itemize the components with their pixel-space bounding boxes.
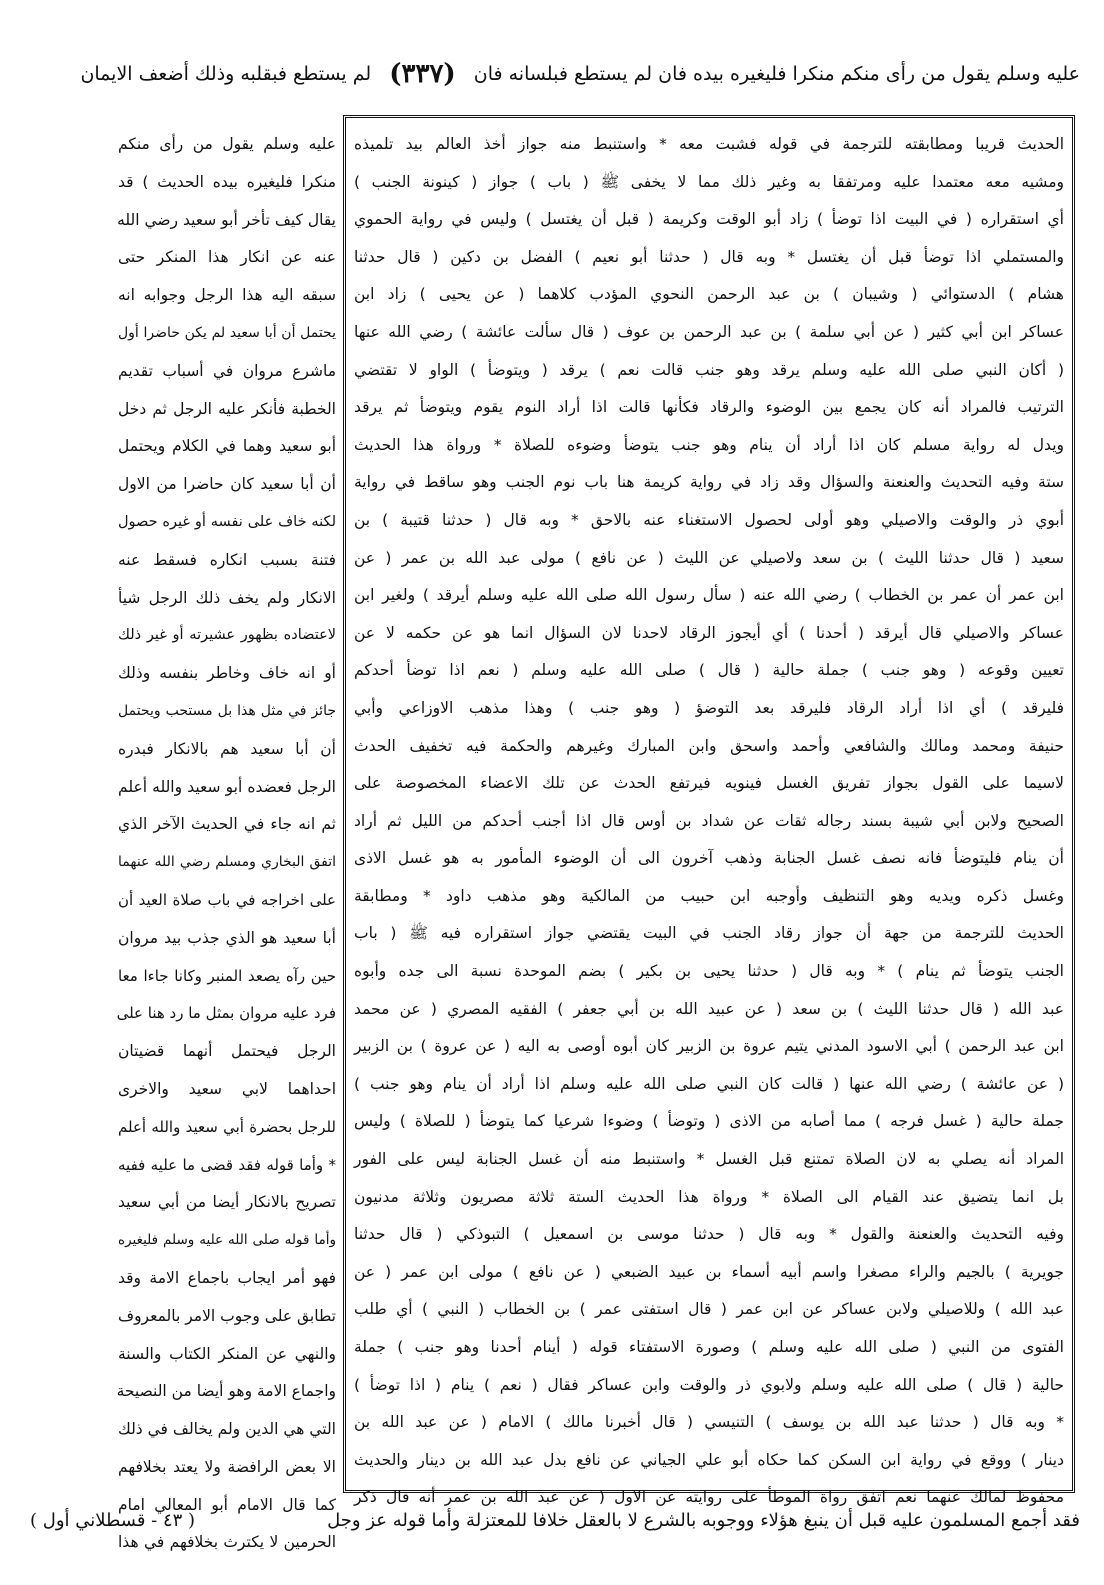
main-text-line: سعيد ( قال حدثنا الليث ) بن سعد ولاصيلي عن الليث ( عن نافع ) مولى عبد الله بن عمر ( عن xyxy=(354,548,1064,567)
main-text-line: عساكر ابن أبي كثير ( عن أبي سلمة ) بن عبد الرحمن بن عوف ( قال سألت عائشة ) رضي الله عنها xyxy=(354,322,1064,341)
commentary-line: الرجل فيحتمل أنهما قضيتان xyxy=(118,1042,336,1061)
commentary-line: للرجل بحضرة أبي سعيد والله أعلم xyxy=(118,1117,336,1136)
main-text-line: تعيين وقوعه ( وهو جنب ) جملة حالية ( قال ) صلى الله عليه وسلم ( نعم اذا توضأ أحدكم xyxy=(354,661,1064,680)
commentary-line: عليه وسلم يقول من رأى منكم xyxy=(118,135,336,153)
main-text-column xyxy=(354,126,1064,1507)
commentary-line: لكنه خاف على نفسه أو غيره حصول xyxy=(118,513,336,530)
main-text-line: الحديث للترجمة من جهة أن جواز رقاد الجنب في البيت يقتضي جواز استقراره فيه ﷺ ( باب xyxy=(354,924,1064,943)
main-text-line: بل انما يتضيق عند القيام الى الصلاة * ورواة هذا الحديث الستة ثلاثة مصريون وثلاثة مدنيون xyxy=(354,1187,1064,1206)
commentary-line: الانكار ولم يخف ذلك الرجل شيأ xyxy=(118,588,336,607)
main-text-line: حنيفة ومحمد ومالك والشافعي وأحمد واسحق وابن المبارك وغيرهم والحكمة فيه تخفيف الحدث xyxy=(354,736,1064,755)
commentary-line: منكرا فليغيره بيده الحديث ) قد xyxy=(118,172,336,191)
commentary-line: وأما قوله صلى الله عليه وسلم فليغيره xyxy=(118,1232,336,1249)
main-text-line: وفيه التحديث والعنعنة والقول * وبه قال ( حدثنا موسى بن اسمعيل ) التبوذكي ( قال حدثنا xyxy=(354,1225,1064,1244)
commentary-line: عنه عن انكار هذا المنكر حتى xyxy=(118,248,336,267)
main-text-line: الجنب يتوضأ ثم ينام ) * وبه قال ( حدثنا يحيى بن بكير ) بضم الموحدة نسبة الى جده وأبوه xyxy=(354,962,1064,981)
commentary-line: لاعتضاده بظهور عشيرته أو غير ذلك xyxy=(118,627,336,644)
main-text-line: حالية ( قال ) صلى الله عليه وسلم ولابوي ذر والوقت وابن عساكر فقال ( نعم ) ينام ( اذا توضأ ) xyxy=(354,1375,1064,1394)
commentary-line: كما قال الامام أبو المعالي امام xyxy=(118,1495,336,1514)
main-text-line: هشام ) الدستوائي ( وشيبان ) بن عبد الرحمن النحوي المؤدب كلاهما ( عن يحيى ) زاد ابن xyxy=(354,285,1064,304)
main-text-line: دينار ) ووقع في رواية ابن السكن كما حكاه أبو علي الجياني عن نافع بدل عبد الله بن دينار والحديث xyxy=(354,1450,1064,1469)
main-text-line: ابن عبد الرحمن ) أبي الاسود المدني يتيم عروة بن الزبير كان أبوه أوصى به اليه ( عن عروة ) بن الزبير xyxy=(354,1037,1064,1056)
main-text-line: ومشيه معه معتمدا عليه ومرتفقا به وغير ذلك مما لا يخفى ﷺ ( باب ) جواز ( كينونة الجنب ) xyxy=(354,172,1064,191)
main-text-line: المراد أنه يصلي به لان الصلاة تمتنع قبل الغسل * واستنبط منه أن غسل الجنابة ليس على الفور xyxy=(354,1150,1064,1169)
main-text-line: عبد الله ( قال حدثنا الليث ) بن سعد ( عن عبيد الله بن أبي جعفر ) الفقيه المصري ( عن محمد xyxy=(354,999,1064,1018)
commentary-line: جائز في مثل هذا بل مستحب ويحتمل xyxy=(118,702,336,719)
margin-commentary-column xyxy=(116,126,336,1552)
main-text-line: أي استقراره ( في البيت اذا توضأ ) زاد أبو الوقت وكريمة ( قبل أن يغتسل ) وليس في رواية الحموي xyxy=(354,210,1064,229)
commentary-line: اتفق البخاري ومسلم رضي الله عنهما xyxy=(118,854,336,871)
commentary-line: الا بعض الرافضة ولا يعتد بخلافهم xyxy=(118,1457,336,1476)
main-text-line: جملة حالية ( غسل فرجه ) مما أصابه من الاذى ( وتوضأ ) وضوءا شرعيا كما يتوضأ ( للصلاة ) وليس xyxy=(354,1112,1064,1131)
page-footer xyxy=(30,1500,1080,1540)
commentary-line: احداهما لابي سعيد والاخرى xyxy=(118,1079,336,1098)
commentary-line: واجماع الامة وهو أيضا من النصيحة xyxy=(116,1382,336,1401)
commentary-line: حين رآه يصعد المنبر وكانا جاءا معا xyxy=(118,966,336,985)
commentary-line: الرجل فعضده أبو سعيد والله أعلم xyxy=(118,777,336,796)
main-text-line: جويرية ) بالجيم والراء مصغرا واسم أبيه أسماء بن عبيد الضبعي ( عن نافع ) مولى ابن عمر ( عن xyxy=(354,1262,1064,1281)
commentary-line: الخطبة فأنكر عليه الرجل ثم دخل xyxy=(118,399,336,418)
main-text-line: الترتيب فالمراد أنه كان يجمع بين الوضوء والرقاد فكأنها قالت اذا أراد النوم يقوم ويتوضأ ثم يرقد xyxy=(354,398,1064,417)
main-text-line: عساكر والاصيلي قال أيرقد ( أحدنا ) أي أيجوز الرقاد لاحدنا لان السؤال انما هو عن حكمه لا عن xyxy=(354,623,1064,642)
commentary-line: تطابق على وجوب الامر بالمعروف xyxy=(118,1306,336,1325)
main-text-line: والمستملي اذا توضأ قبل أن يغتسل * وبه قال ( حدثنا أبو نعيم ) الفضل بن دكين ( قال حدثنا xyxy=(354,247,1064,266)
commentary-line: على اخراجه في باب صلاة العيد أن xyxy=(118,890,336,909)
main-text-line: وغسل ذكره ويديه وهو التنظيف وأوجبه ابن حبيب من المالكية وهو مذهب داود * ومطابقة xyxy=(354,886,1064,905)
commentary-line: والنهي عن المنكر الكتاب والسنة xyxy=(118,1344,336,1363)
main-text-line: ويدل له رواية مسلم كان اذا أراد أن ينام وهو جنب يتوضأ وضوءه للصلاة * ورواة هذا الحديث xyxy=(354,435,1064,454)
main-text-line: لاسيما على القول بجواز تفريق الغسل فينويه فيرتفع الحدث عن تلك الاعضاء المخصوصة على xyxy=(354,774,1064,793)
page-header xyxy=(30,52,1080,96)
commentary-line: تصريح بالانكار أيضا من أبي سعيد xyxy=(118,1193,336,1212)
commentary-line: فتنة بسبب انكاره فسقط عنه xyxy=(118,550,336,569)
commentary-line: التي هي الدين ولم يخالف في ذلك xyxy=(118,1420,336,1439)
commentary-line: يحتمل أن أبا سعيد لم يكن حاضرا أول xyxy=(118,324,336,341)
main-text-line: ابن عمر أن عمر بن الخطاب ) رضي الله عنه ( سأل رسول الله صلى الله عليه وسلم أيرقد ) ولغير ابن xyxy=(354,586,1064,605)
header-running-text-end: لم يستطع فبقلبه وذلك أضعف الايمان xyxy=(80,63,372,85)
commentary-line: ثم انه جاء في الحديث الآخر الذي xyxy=(118,815,336,834)
main-text-line: عبد الله ) وللاصيلي ولابن عساكر عن ابن عمر ( قال استفتى عمر ) بن الخطاب ( النبي ) أي طلب xyxy=(354,1300,1064,1319)
main-text-line: فليرقد ) أي اذا أراد الرقاد فليرقد بعد التوضؤ ( وهو جنب ) وهذا مذهب الاوزاعي وأبي xyxy=(354,698,1064,717)
header-running-text: عليه وسلم يقول من رأى منكم منكرا فليغيره بيده فان لم يستطع فبلسانه فان xyxy=(473,63,1080,85)
main-text-line: ستة وفيه التحديث والعنعنة والسؤال وقد زاد في رواية كريمة هنا باب نوم الجنب وهو ساقط في رواية xyxy=(354,473,1064,492)
main-text-line: أن ينام فليتوضأ فانه نصف غسل الجنابة وذهب آخرون الى أن الوضوء المأمور به هو غسل الاذى xyxy=(354,849,1064,868)
main-text-line: الفتوى من النبي ( صلى الله عليه وسلم ) وصورة الاستفتاء قوله ( أينام أحدنا وهو جنب ) جملة xyxy=(354,1338,1064,1356)
signature-mark: ( ٤٣ - قسطلاني أول ) xyxy=(30,1509,196,1531)
main-text-line: * وبه قال ( حدثنا عبد الله بن يوسف ) التنيسي ( قال أخبرنا مالك ) الامام ( عن عبد الله بن xyxy=(354,1413,1064,1432)
commentary-line: أن أبا سعيد كان حاضرا من الاول xyxy=(118,475,336,494)
commentary-line: سبقه اليه هذا الرجل وجوابه انه xyxy=(118,286,336,305)
commentary-line: فرد عليه مروان بمثل ما رد هنا على xyxy=(116,1004,336,1023)
main-text-line: ( عن عائشة ) رضي الله عنها ( قالت كان النبي صلى الله عليه وسلم اذا أراد أن ينام وهو جنب ) xyxy=(354,1074,1064,1093)
main-text-line: الحديث قريبا ومطابقته للترجمة في قوله فشبت معه * واستنبط منه جواز أخذ العالم بيد تلميذه xyxy=(354,135,1064,153)
commentary-line: الحرمين لا يكترث بخلافهم في هذا xyxy=(118,1533,336,1552)
commentary-line: فهو أمر ايجاب باجماع الامة وقد xyxy=(118,1268,336,1287)
page-number: (٣٣٧) xyxy=(389,59,456,89)
commentary-line: يقال كيف تأخر أبو سعيد رضي الله xyxy=(117,210,336,229)
commentary-line: ماشرع مروان في أسباب تقديم xyxy=(118,361,336,380)
main-text-line: أبوي ذر والوقت والاصيلي وهو أولى لحصول الاستغناء عنه بالاحق * وبه قال ( حدثنا قتيبة ) بن xyxy=(354,510,1064,529)
commentary-line: أبا سعيد هو الذي جذب بيد مروان xyxy=(118,928,336,947)
main-text-line: محفوظ لمالك عنهما نعم اتفق رواة الموطأ على روايته عن الاول ( عن عبد الله بن عمر أنه قال ذكر xyxy=(354,1488,1064,1507)
commentary-line: أو انه خاف وخاطر بنفسه وذلك xyxy=(118,664,336,683)
commentary-line: * وأما قوله فقد قضى ما عليه ففيه xyxy=(118,1155,336,1174)
commentary-line: أن أبا سعيد هم بالانكار فبدره xyxy=(118,739,336,758)
main-text-line: الصحيح ولابن أبي شيبة بسند رجاله ثقات عن شداد بن أوس قال اذا أجنب أحدكم من الليل ثم أراد xyxy=(354,811,1064,830)
main-text-line: ( أكان النبي صلى الله عليه وسلم يرقد وهو جنب قالت نعم ) يرقد ( ويتوضأ ) الواو لا تقتضي xyxy=(354,360,1064,379)
footer-catchword-text: فقد أجمع المسلمون عليه قبل أن ينبغ هؤلاء ووجوبه بالشرع لا بالعقل خلافا للمعتزلة وأما قوله عز وجل xyxy=(327,1509,1080,1531)
commentary-line: أبو سعيد وهما في الكلام ويحتمل xyxy=(118,437,336,456)
